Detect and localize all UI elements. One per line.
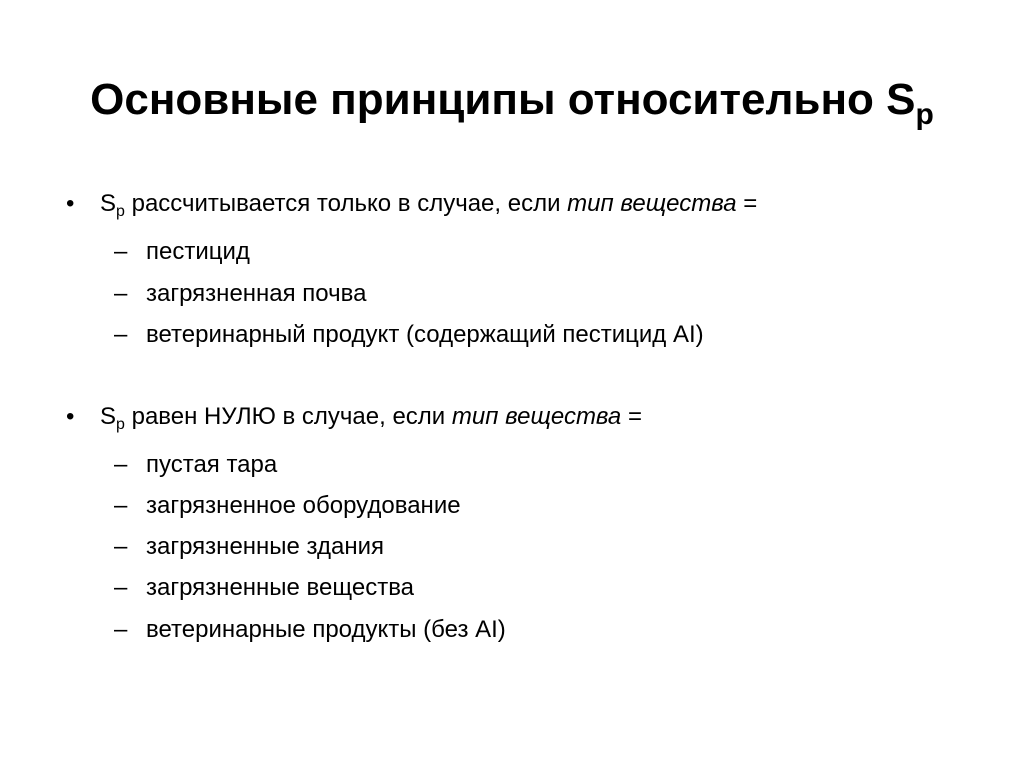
bullet-subscript: p — [116, 416, 125, 433]
sub-item-text: загрязненное оборудование — [146, 492, 461, 519]
dash-marker: – — [114, 451, 128, 478]
sub-item — [114, 450, 277, 480]
sub-item — [114, 279, 366, 309]
bullet-2 — [66, 402, 642, 435]
sub-item-text: ветеринарный продукт (содержащий пестицид AI) — [146, 321, 704, 348]
dash-marker: – — [114, 321, 128, 348]
dash-marker: – — [114, 492, 128, 519]
bullet-subscript: p — [116, 203, 125, 220]
dash-marker: – — [114, 574, 128, 601]
bullet-symbol: S — [100, 403, 117, 430]
sub-item-text: загрязненная почва — [146, 280, 367, 307]
dash-marker: – — [114, 616, 128, 643]
bullet-marker: • — [66, 403, 75, 430]
bullet-text: рассчитывается только в случае, если — [124, 190, 568, 217]
bullet-tail: = — [621, 403, 642, 430]
bullet-1 — [66, 189, 757, 222]
bullet-marker: • — [66, 190, 75, 217]
sub-item-text: загрязненные вещества — [146, 574, 415, 601]
title-subscript: p — [915, 98, 934, 131]
bullet-italic: тип вещества — [567, 190, 737, 217]
dash-marker: – — [114, 280, 128, 307]
sub-item — [114, 532, 384, 562]
dash-marker: – — [114, 533, 128, 560]
sub-item-text: пустая тара — [146, 451, 278, 478]
sub-item — [114, 491, 461, 521]
bullet-symbol: S — [100, 190, 117, 217]
sub-item-text: ветеринарные продукты (без AI) — [146, 616, 506, 643]
sub-item-text: пестицид — [146, 238, 250, 265]
title-text: Основные принципы относительно S — [90, 75, 916, 124]
bullet-text: равен НУЛЮ в случае, если — [124, 403, 452, 430]
sub-item — [114, 615, 506, 645]
bullet-italic: тип вещества — [451, 403, 622, 430]
sub-item — [114, 573, 414, 603]
slide-title — [0, 72, 1024, 133]
sub-item — [114, 320, 704, 350]
dash-marker: – — [114, 238, 128, 265]
bullet-tail: = — [736, 190, 758, 217]
sub-item — [114, 237, 250, 267]
sub-item-text: загрязненные здания — [146, 533, 385, 560]
